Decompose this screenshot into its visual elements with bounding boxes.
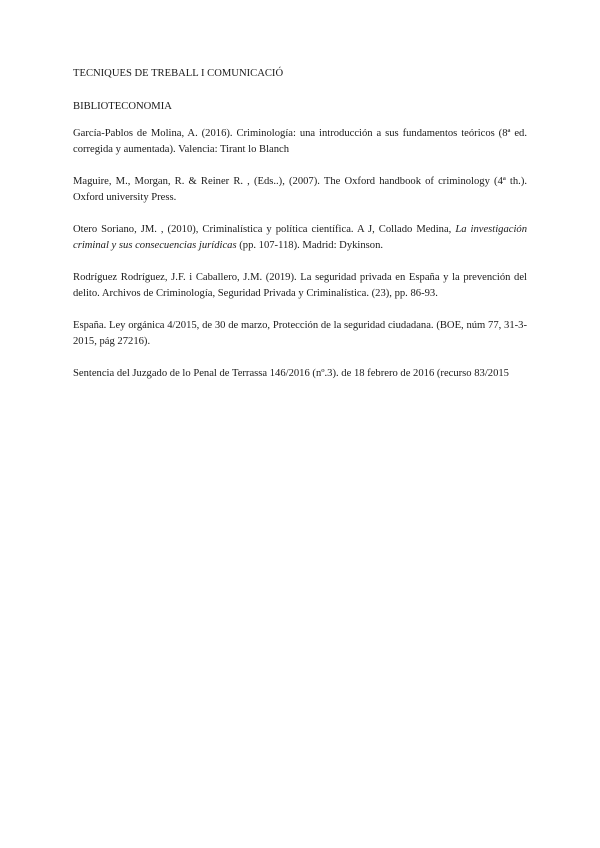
reference-text-tail: (pp. 107-118). Madrid: Dykinson. (236, 239, 384, 251)
reference-entry (73, 270, 527, 301)
reference-text: Otero Soriano, JM. , (2010), Criminalística y política científica. A J, Collado Medina, (73, 224, 456, 235)
reference-text: Rodríguez Rodríguez, J.F. i Caballero, J.M. (2019). La seguridad privada en España y la prevención del delito. Archivos de Criminología, Seguridad Privada y Criminalística. (23), pp. 86-93. (73, 272, 527, 299)
reference-entry (73, 366, 527, 382)
reference-entry (73, 126, 527, 157)
section-heading: BIBLIOTECONOMIA (73, 101, 172, 112)
reference-italic-title: La investigación criminal y sus consecuencias jurídicas (73, 224, 527, 251)
reference-text: García-Pablos de Molina, A. (2016). Criminología: una introducción a sus fundamentos teóricos (8ª ed. corregida y aumentada). Valencia: Tirant lo Blanch (73, 128, 527, 155)
document-title: TECNIQUES DE TREBALL I COMUNICACIÓ (73, 68, 284, 79)
reference-text: Sentencia del Juzgado de lo Penal de Terrassa 146/2016 (nº.3). de 18 febrero de 2016 (recurso 83/2015 (73, 368, 509, 379)
reference-text: España. Ley orgánica 4/2015, de 30 de marzo, Protección de la seguridad ciudadana. (BOE, núm 77, 31-3-2015, pág 27216). (73, 320, 527, 347)
document-page (73, 67, 527, 399)
reference-entry (73, 174, 527, 205)
reference-text: Maguire, M., Morgan, R. & Reiner R. , (Eds..), (2007). The Oxford handbook of criminology (4ª th.). Oxford university Press. (73, 176, 527, 203)
reference-entry (73, 222, 527, 253)
reference-entry (73, 318, 527, 349)
